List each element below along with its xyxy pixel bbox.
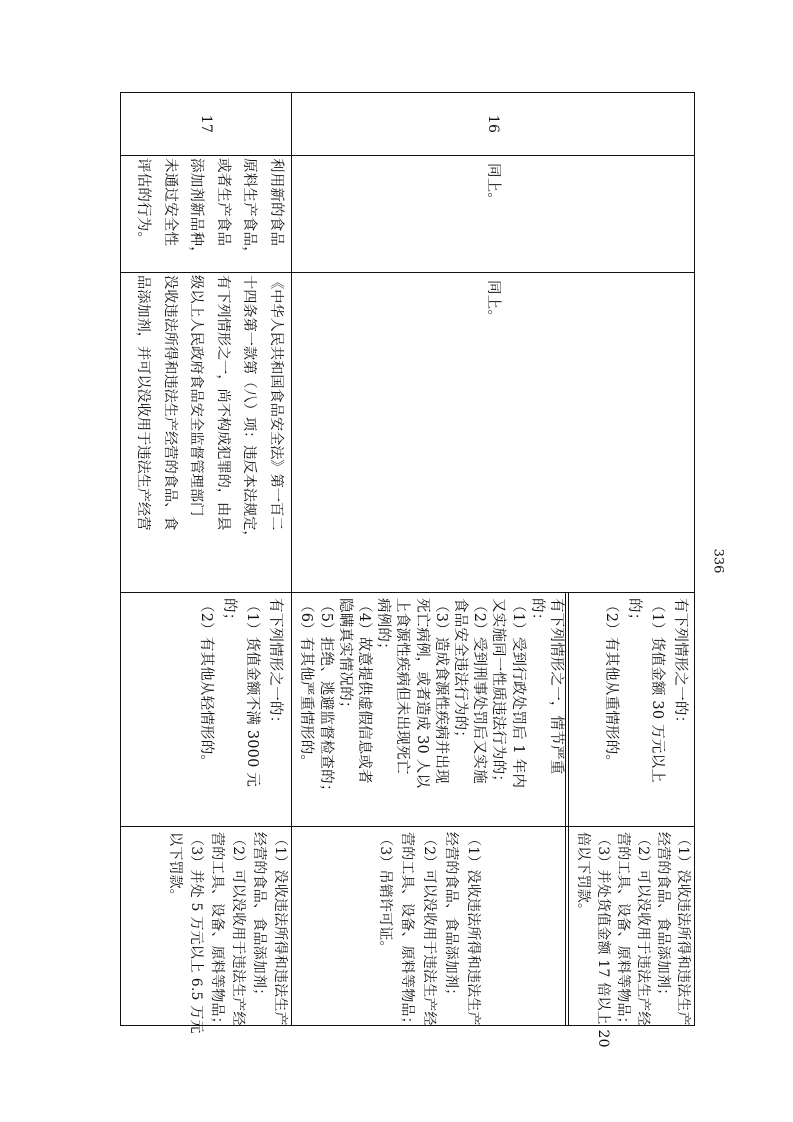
text-line: （3）并处 5 万元以上 6.5 万元 [188, 832, 204, 1034]
text-line: 的： [528, 598, 545, 628]
text-line: 倍以下罚款。 [575, 832, 591, 918]
text-line: （1）没收违法所得和违法生产 [272, 832, 288, 1026]
text-line: （2）有其他从轻情形的。 [198, 598, 214, 770]
text-line: 食品安全违法行为的； [451, 598, 468, 745]
text-line: 又实施同一性质违法行为的； [490, 598, 507, 790]
text-line: 《中华人民共和国食品安全法》第一百二 [268, 275, 284, 531]
text-line: 的； [221, 598, 237, 628]
text-line: （1）受到行政处罚后 1 年内 [509, 598, 526, 789]
text-line: 原料生产食品， [241, 158, 258, 261]
text-line: 十四条第一款第（八）项：违反本法规定， [241, 275, 258, 545]
text-line: （3）并处货值金额 17 倍以上 20 [595, 832, 611, 1048]
penalty-table [120, 92, 695, 1048]
text-line: 添加剂新品种， [188, 158, 205, 261]
text-line: （3）吊销许可证。 [377, 832, 393, 955]
text-line: 的； [626, 598, 642, 628]
penalty-cell [119, 826, 292, 1034]
text-line: （4）故意提供虚假信息或者 [355, 598, 372, 784]
text-line: 营的工具、设备、原料等物品； [399, 832, 415, 1031]
page-number: 336 [710, 548, 726, 574]
text-line: （3）造成食源性疾病并出现 [432, 598, 449, 784]
text-line: 病例的； [375, 598, 392, 657]
text-line: 或者生产食品 [215, 158, 231, 247]
circumstance-cell [569, 592, 694, 826]
text-line: （1）货值金额不满 3000 元 [244, 598, 260, 788]
text-line: 经营的食品、食品添加剂； [655, 832, 671, 1003]
text-line: （2）可以没收用于违法生产经 [421, 832, 437, 1026]
text-line: 品添加剂，并可以没收用于违法生产经营 [135, 275, 152, 531]
behavior-cell [119, 155, 292, 272]
text-line: （2）受到刑事处罚后又实施 [471, 598, 488, 784]
behavior-cell [292, 155, 694, 272]
text-line: 死亡病例，或者造成 30 人以 [413, 598, 430, 789]
text-line: 营的工具、设备、原料等物品； [615, 832, 631, 1031]
circumstance-cell [119, 592, 292, 826]
text-line: 上食源性疾病但未出现死亡 [394, 598, 411, 775]
text-line: 有下列情形之一，尚不构成犯罪的，由县 [215, 275, 231, 531]
penalty-cell [569, 826, 694, 1048]
text-line: （2）可以没收用于违法生产经 [635, 832, 651, 1026]
text-line: （1）货值金额 30 万元以上 [649, 598, 665, 783]
text-line: 营的工具、设备、原料等物品； [209, 832, 225, 1031]
text-line: 经营的食品、食品添加剂； [251, 832, 267, 1003]
text-line: 有下列情形之一的： [267, 598, 283, 731]
row-number: 16 [485, 114, 502, 134]
basis-cell [119, 272, 292, 592]
text-line: 没收违法所得和违法生产经营的食品、食 [162, 275, 178, 531]
text-line: 未通过安全性 [162, 158, 178, 247]
text-line: 以下罚款。 [167, 832, 183, 903]
text-line: 经营的食品、食品添加剂； [443, 832, 459, 1003]
text-line: （2）可以没收用于违法生产经 [230, 832, 246, 1026]
text-line: 利用新的食品 [268, 158, 284, 247]
text-line: （5）拒绝、逃避监督检查的； [317, 598, 334, 799]
row-number: 17 [198, 114, 214, 134]
text-line: 评估的行为。 [135, 158, 152, 247]
text-line: 隐瞒真实情况的； [336, 598, 353, 716]
text-line: 级以上人民政府食品安全监督管理部门 [188, 275, 205, 517]
text-line: （2）有其他从重情形的。 [603, 598, 619, 770]
text-line: 同上。 [485, 163, 502, 208]
text-line: 同上。 [485, 280, 502, 325]
text-line: （1）没收违法所得和违法生产 [465, 832, 481, 1026]
text-line: （6）有其他严重情形的。 [298, 598, 315, 770]
text-line: 有下列情形之一，情节严重 [548, 598, 564, 775]
penalty-cell [292, 826, 566, 1031]
text-line: 有下列情形之一的： [672, 598, 688, 731]
basis-cell [292, 272, 694, 592]
text-line: （1）没收违法所得和违法生产 [675, 832, 691, 1026]
circumstance-cell [292, 592, 566, 826]
